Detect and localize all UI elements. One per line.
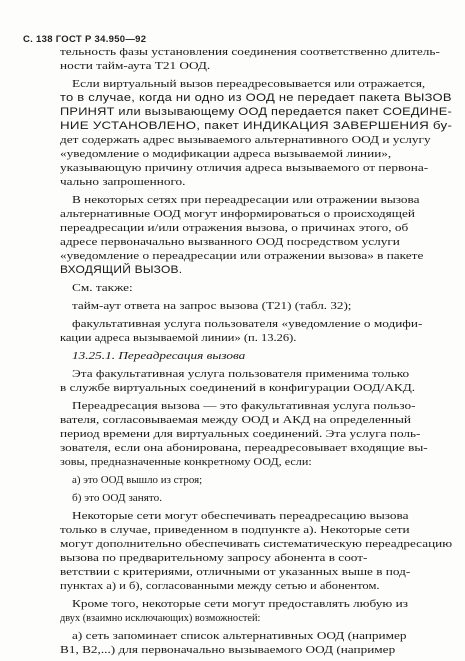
text-line: а) это ООД вышло из строя; (72, 475, 203, 486)
text-line: Переадресация вызова — это факультативная услуга пользо- (72, 401, 416, 412)
text-line: б) это ООД занято. (72, 493, 163, 504)
text-line: переадресации и/или отражения вызова, о причинах этого, об (60, 223, 409, 234)
text-line: «уведомление о модификации адреса вызываемой линии», (60, 149, 392, 160)
text-line: факультативная услуга пользователя «уведомление о модифи- (72, 319, 423, 330)
text-line: зовы, предназначенные конкретному ООД, если: (60, 457, 312, 468)
text-line: зователя, если она абонирована, переадресовывает входящие вы- (60, 443, 428, 454)
text-line: тельность фазы установления соединения соответственно длитель- (60, 47, 440, 58)
text-line: тайм-аут ответа на запрос вызова (T21) (табл. 32); (72, 301, 352, 312)
text-line: вателя, согласовываемая между ООД и АКД на определенный (60, 415, 411, 426)
text-line: Некоторые сети могут обеспечивать переадресацию вызова (72, 511, 409, 522)
text-line: могут дополнительно обеспечивать систематическую переадресацию (60, 539, 453, 550)
text-line: ветствии с критериями, отличными от указанных выше в под- (60, 567, 411, 578)
text-line: «уведомление о переадресации или отражении вызова» в пакете (60, 251, 424, 262)
text-line: Эта факультативная услуга пользователя применима только (72, 369, 410, 380)
text-line: ности тайм-аута T21 ООД. (60, 61, 211, 72)
text-line: в службе виртуальных соединений в конфигурации ООД/АКД. (60, 383, 416, 394)
text-line: то в случае, когда ни одно из ООД не передает пакета ВЫЗОВ (60, 92, 452, 104)
text-line: а) сеть запоминает список альтернативных ООД (например (72, 631, 407, 642)
text-line: ВХОДЯЩИЙ ВЫЗОВ. (60, 264, 183, 276)
text-line: адресе первоначально вызванного ООД посредством услуги (60, 237, 400, 248)
text-line: 13.25.1. Переадресация вызова (72, 351, 246, 362)
text-line: См. также: (72, 283, 133, 294)
text-line: только в случае, приведенном в подпункте а). Некоторые сети (60, 525, 410, 536)
text-line: двух (взаимно исключающих) возможностей: (60, 613, 261, 624)
text-line: дет содержать адрес вызываемого альтернативного ООД и услугу (60, 135, 431, 146)
text-line: Кроме того, некоторые сети могут предоставлять любую из (72, 599, 408, 610)
text-line: НИЕ УСТАНОВЛЕНО, пакет ИНДИКАЦИЯ ЗАВЕРШЕНИЯ бу- (60, 120, 453, 132)
text-line: вызова по предварительному запросу абонента в соот- (60, 553, 368, 564)
text-line: Если виртуальный вызов переадресовывается или отражается, (72, 79, 426, 90)
text-line: чально запрошенного. (60, 177, 186, 188)
page-header: С. 138 ГОСТ Р 34.950—92 (23, 34, 147, 45)
text-line: кации адреса вызываемой линии» (п. 13.26). (60, 333, 297, 344)
text-line: альтернативные ООД могут информироваться о происходящей (60, 209, 415, 220)
text-line: B1, B2,...) для первоначально вызываемого ООД (например (60, 645, 396, 656)
text-line: ПРИНЯТ или вызывающему ООД передается пакет СОЕДИНЕ- (60, 106, 452, 118)
text-line: пунктах а) и б), согласованными между сетью и абонентом. (60, 581, 380, 592)
text-line: В некоторых сетях при переадресации или отражении вызова (72, 195, 420, 206)
text-line: указывающую причину отличия адреса вызываемого от первона- (60, 163, 429, 174)
text-line: период времени для виртуальных соединений. Эта услуга поль- (60, 429, 421, 440)
